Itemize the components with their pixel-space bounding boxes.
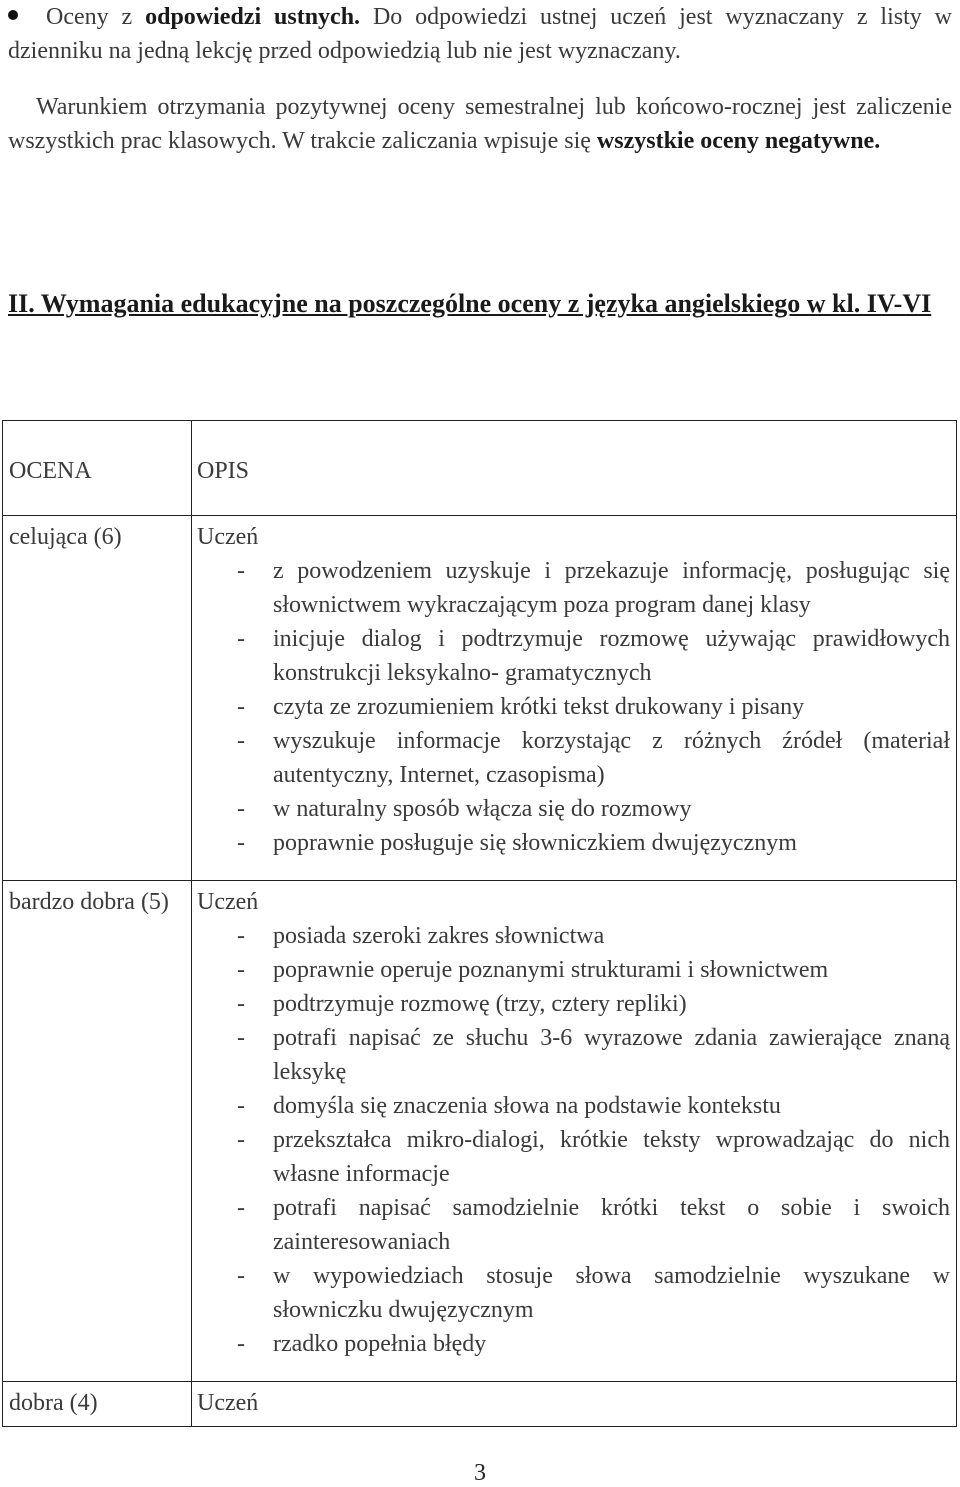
header-ocena: OCENA [9,458,92,484]
paragraph-bold: odpowiedzi ustnych. [145,4,361,30]
list-item [197,724,950,792]
paragraph-text: Warunkiem otrzymania pozytywnej oceny semestralnej lub końcowo-rocznej jest zaliczenie wszystkich prac klasowych. W trakcie zaliczania wpisuje się [8,94,952,154]
requirement-text: posiada szeroki zakres słownictwa [273,923,605,949]
requirement-text: poprawnie posługuje się słowniczkiem dwujęzycznym [273,830,797,856]
paragraph-text: Do odpowiedzi ustnej uczeń jest wyznaczany z listy w dzienniku na jedną lekcję przed odpowiedzią lub nie jest wyznaczany. [8,4,952,64]
requirement-text: przekształca mikro-dialogi, krótkie teksty wprowadzając do nich własne informacje [273,1127,950,1187]
header-ocena-cell [3,421,192,516]
dash-icon: - [237,1263,245,1289]
list-item [197,919,950,953]
list-item [197,1021,950,1089]
grade-label: bardzo dobra (5) [9,889,169,915]
requirement-text: inicjuje dialog i podtrzymuje rozmowę używając prawidłowych konstrukcji leksykalno- gramatycznych [273,626,950,686]
requirement-text: domyśla się znaczenia słowa na podstawie kontekstu [273,1093,781,1119]
requirements-list [197,919,950,1381]
dash-icon: - [237,957,245,983]
section-heading: II. Wymagania edukacyjne na poszczególne oceny z języka angielskiego w kl. IV-VI [8,289,932,318]
requirement-text: z powodzeniem uzyskuje i przekazuje informację, posługując się słownictwem wykraczającym poza program danej klasy [273,558,950,618]
grade-cell [3,516,192,881]
requirement-text: w wypowiedziach stosuje słowa samodzielnie wyszukane w słowniczku dwujęzycznym [273,1263,950,1323]
dash-icon: - [237,830,245,856]
dash-icon: - [237,626,245,652]
subject-label: Uczeń [197,524,259,550]
bullet-icon [8,10,18,20]
list-item [197,690,950,724]
requirement-text: czyta ze zrozumieniem krótki tekst drukowany i pisany [273,694,805,720]
table-row [3,881,957,1382]
dash-icon: - [237,1093,245,1119]
list-item [197,1191,950,1259]
list-item [197,1327,950,1361]
list-item [197,622,950,690]
description-cell [192,1382,957,1427]
dash-icon: - [237,694,245,720]
condition-paragraph [8,90,952,158]
dash-icon: - [237,991,245,1017]
subject-label: Uczeń [197,1390,259,1416]
description-cell [192,881,957,1382]
dash-icon: - [237,1331,245,1357]
list-item [197,1123,950,1191]
header-opis-cell [192,421,957,516]
requirement-text: wyszukuje informacje korzystając z różnych źródeł (materiał autentyczny, Internet, czasopisma) [273,728,950,788]
requirements-list [197,554,950,880]
paragraph-bold: wszystkie oceny negatywne. [596,128,881,154]
requirement-text: podtrzymuje rozmowę (trzy, cztery repliki) [273,991,687,1017]
requirement-text: rzadko popełnia błędy [273,1331,487,1357]
grade-cell [3,881,192,1382]
page-number: 3 [474,1460,486,1486]
oral-grades-paragraph [8,0,952,68]
requirement-text: poprawnie operuje poznanymi strukturami i słownictwem [273,957,829,983]
dash-icon: - [237,558,245,584]
table-header-row [3,421,957,516]
dash-icon: - [237,796,245,822]
list-item [197,987,950,1021]
list-item [197,792,950,826]
list-item [197,953,950,987]
dash-icon: - [237,1025,245,1051]
list-item [197,1089,950,1123]
subject-label: Uczeń [197,889,259,915]
grade-cell [3,1382,192,1427]
grade-label: dobra (4) [9,1390,98,1416]
list-item [197,554,950,622]
paragraph-text: Oceny z [46,4,146,30]
table-row [3,1382,957,1427]
grade-label: celująca (6) [9,524,122,550]
dash-icon: - [237,1195,245,1221]
list-item [197,826,950,860]
requirement-text: potrafi napisać ze słuchu 3-6 wyrazowe zdania zawierające znaną leksykę [273,1025,950,1085]
dash-icon: - [237,923,245,949]
header-opis: OPIS [197,458,250,484]
requirements-table [2,420,957,1427]
list-item [197,1259,950,1327]
dash-icon: - [237,728,245,754]
dash-icon: - [237,1127,245,1153]
requirement-text: potrafi napisać samodzielnie krótki tekst o sobie i swoich zainteresowaniach [273,1195,950,1255]
requirement-text: w naturalny sposób włącza się do rozmowy [273,796,692,822]
description-cell [192,516,957,881]
table-row [3,516,957,881]
